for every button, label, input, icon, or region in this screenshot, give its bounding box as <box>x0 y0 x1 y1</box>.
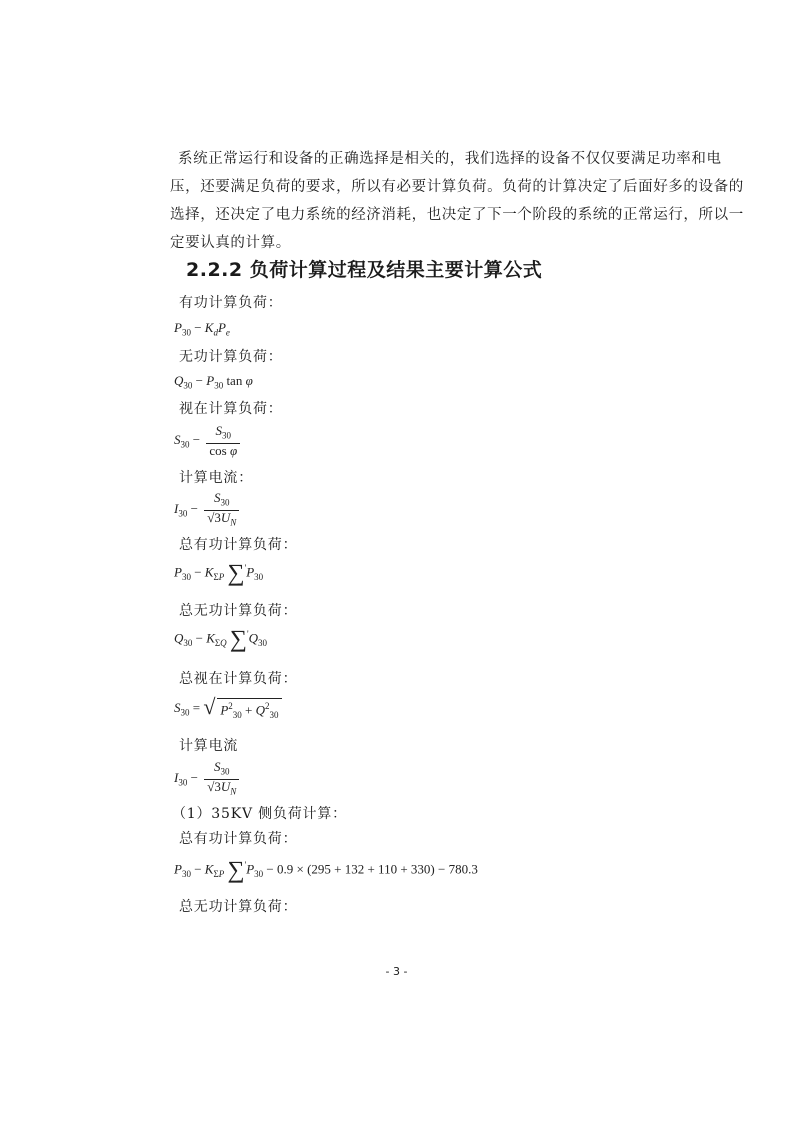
calc-expression: − 0.9 × (295 + 132 + 110 + 330) − 780.3 <box>266 861 478 877</box>
formula-current-2: $I_{30}$ − $\frac{S_{30}}{√3U_N}$ <box>174 760 239 798</box>
label-total-active-35kv: 总有功计算负荷： <box>179 831 298 847</box>
label-35kv-section: （1）35KV 侧负荷计算： <box>172 806 347 822</box>
formula-apparent-load: $S_{30}$ − $\frac{S_{30}}{\text{cos φ}}$ <box>174 424 240 458</box>
formula-total-active: $P_{30} - K_{\Sigma P}$ $\sum'P_{30}$ <box>174 560 264 587</box>
paragraph-line-1: 系统正常运行和设备的正确选择是相关的，我们选择的设备不仅仅要满足功率和电 <box>178 151 722 167</box>
section-heading: 2.2.2 负荷计算过程及结果主要计算公式 <box>186 259 543 281</box>
intro-paragraph <box>170 145 744 257</box>
label-current-2: 计算电流 <box>179 738 239 754</box>
paragraph-line-2: 压，还要满足负荷的要求，所以有必要计算负荷。负荷的计算决定了后面好多的设备的 <box>170 179 744 195</box>
label-apparent-load: 视在计算负荷： <box>179 401 283 417</box>
label-total-active: 总有功计算负荷： <box>179 537 298 553</box>
formula-total-reactive: $Q_{30} - K_{\Sigma Q}$ $\sum'Q_{30}$ <box>174 626 268 653</box>
paragraph-line-4: 定要认真的计算。 <box>170 235 291 251</box>
formula-reactive-load: $Q_{30} - P_{30}$ tan φ <box>174 373 253 391</box>
label-total-reactive: 总无功计算负荷： <box>179 603 298 619</box>
formula-total-apparent: $S_{30}$ = √ $P^2_{30} + Q^2_{30}$ <box>174 698 282 720</box>
label-total-apparent: 总视在计算负荷： <box>179 671 298 687</box>
formula-total-active-35kv: $P_{30} - K_{\Sigma P}$ $\sum'P_{30} - 0.9 \times (295 + 132 + 110 + 330) - 780.3$ <box>174 857 478 884</box>
label-active-load: 有功计算负荷： <box>179 295 283 311</box>
paragraph-line-3: 选择，还决定了电力系统的经济消耗，也决定了下一个阶段的系统的正常运行，所以一 <box>170 207 744 223</box>
formula-current: $I_{30}$ − $\frac{S_{30}}{√3U_N}$ <box>174 491 239 529</box>
page-number: - 3 - <box>385 965 408 978</box>
formula-active-load: $P_{30} - K_dP_e$ <box>174 320 230 338</box>
label-reactive-load: 无功计算负荷： <box>179 349 283 365</box>
label-total-reactive-35kv: 总无功计算负荷： <box>179 899 298 915</box>
label-current: 计算电流： <box>179 470 253 486</box>
